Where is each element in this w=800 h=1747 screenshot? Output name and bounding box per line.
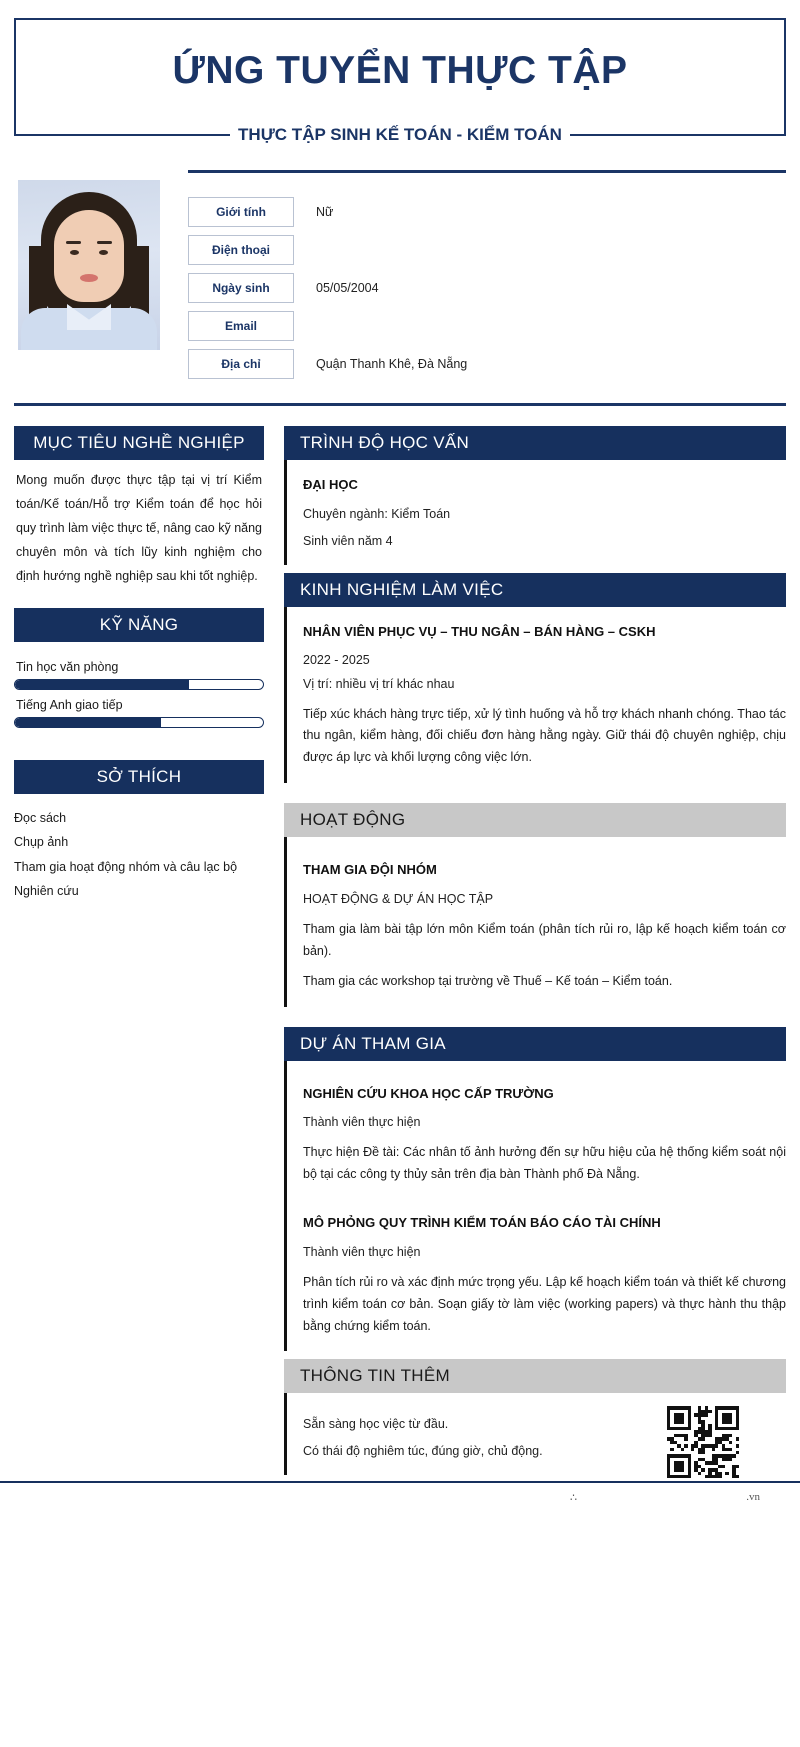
list-item: Chụp ảnh <box>14 835 69 850</box>
education-major: Chuyên ngành: Kiểm Toán <box>303 506 451 521</box>
skill-bar-track-1 <box>14 717 264 728</box>
spacer <box>284 1351 786 1359</box>
projects-entries <box>284 1061 786 1352</box>
education-entry <box>284 460 786 565</box>
portrait-face <box>54 210 124 302</box>
section-heading-skills: KỸ NĂNG <box>14 608 264 642</box>
contact-value-phone <box>294 235 786 265</box>
list-item <box>14 698 264 728</box>
project-item-0 <box>303 1083 786 1187</box>
header-frame <box>14 18 786 144</box>
left-column <box>14 426 264 904</box>
table-row <box>188 273 786 303</box>
skill-label-0: Tin học văn phòng <box>16 660 119 674</box>
spacer <box>284 1007 786 1027</box>
spacer <box>284 783 786 803</box>
list-item: Đọc sách <box>14 811 67 825</box>
activities-title: THAM GIA ĐỘI NHÓM <box>303 862 437 878</box>
contact-value-email <box>294 311 786 341</box>
education-title: ĐẠI HỌC <box>303 477 358 492</box>
experience-description: Tiếp xúc khách hàng trực tiếp, xử lý tình huống và hỗ trợ khách nhanh chóng. Thao tác thu ngân, kiểm hàng, đối chiếu đơn hàng hằng ngày. Giữ thái độ chuyên nghiệp, chịu được áp lực và khối lượng công việc lớn. <box>303 706 786 765</box>
contact-top-rule <box>188 170 786 173</box>
spacer <box>303 1186 786 1212</box>
body-columns <box>0 406 800 1475</box>
activities-subtitle: HOẠT ĐỘNG & DỰ ÁN HỌC TẬP <box>303 891 494 906</box>
contact-section <box>0 170 800 387</box>
section-heading-experience: KINH NGHIỆM LÀM VIỆC <box>284 573 786 607</box>
contact-label-dob: Ngày sinh <box>188 273 294 303</box>
footer-right-mark: .vn <box>746 1491 760 1504</box>
experience-title: NHÂN VIÊN PHỤC VỤ – THU NGÂN – BÁN HÀNG – CSKH <box>303 623 656 639</box>
header-subtitle: THỰC TẬP SINH KẾ TOÁN - KIỂM TOÁN <box>230 125 570 145</box>
spacer <box>303 1075 786 1083</box>
avatar <box>18 180 160 350</box>
skill-label-1: Tiếng Anh giao tiếp <box>16 698 123 712</box>
contact-label-cell <box>188 273 294 303</box>
skill-bar-track-0 <box>14 679 264 690</box>
activities-line-1: Tham gia làm bài tập lớn môn Kiểm toán (phân tích rủi ro, lập kế hoạch kiểm toán cơ bản). <box>303 921 786 958</box>
experience-position: Vị trí: nhiều vị trí khác nhau <box>303 676 455 691</box>
list-item: Tham gia hoạt động nhóm và câu lạc bộ <box>14 859 238 874</box>
contact-label-phone: Điện thoại <box>188 235 294 265</box>
section-heading-objective: MỤC TIÊU NGHỀ NGHIỆP <box>14 426 264 460</box>
education-year: Sinh viên năm 4 <box>303 533 393 548</box>
skills-list <box>14 642 264 728</box>
contact-label-cell <box>188 311 294 341</box>
contact-label-gender: Giới tính <box>188 197 294 227</box>
portrait-eye-left <box>70 250 79 255</box>
skill-bar-fill-1 <box>15 718 161 727</box>
footer-text-row <box>0 1483 800 1514</box>
project-description-1: Phân tích rủi ro và xác định mức trọng yếu. Lập kế hoạch kiểm toán và thiết kế chương trình kiểm toán cơ bản. Soạn giấy tờ làm việc (working papers) và thực hành thu thập bằng chứng kiểm toán. <box>303 1274 786 1333</box>
list-item: Nghiên cứu <box>14 884 79 899</box>
project-role-1: Thành viên thực hiện <box>303 1244 421 1259</box>
contact-value-address: Quận Thanh Khê, Đà Nẵng <box>316 357 468 371</box>
subtitle-rule-left <box>60 134 220 136</box>
table-row <box>188 197 786 227</box>
project-role-0: Thành viên thực hiện <box>303 1115 421 1130</box>
hobbies-list <box>14 794 264 904</box>
subtitle-rule-right <box>580 134 740 136</box>
activities-entry <box>284 837 786 1006</box>
right-column <box>284 426 786 1475</box>
portrait-brow-right <box>97 241 112 244</box>
page-title: ỨNG TUYỂN THỰC TẬP <box>172 49 628 92</box>
contact-label-cell <box>188 197 294 227</box>
project-title-1: MÔ PHỎNG QUY TRÌNH KIỂM TOÁN BÁO CÁO TÀI CHÍNH <box>303 1215 661 1230</box>
spacer <box>14 734 264 760</box>
table-row <box>188 349 786 379</box>
section-heading-education: TRÌNH ĐỘ HỌC VẤN <box>284 426 786 460</box>
photo-column <box>14 170 174 387</box>
section-heading-additional: THÔNG TIN THÊM <box>284 1359 786 1393</box>
contact-label-cell <box>188 235 294 265</box>
additional-line-2: Có thái độ nghiêm túc, đúng giờ, chủ động. <box>303 1444 543 1459</box>
footer-left-mark: ∴ <box>570 1492 577 1505</box>
experience-period: 2022 - 2025 <box>303 652 370 667</box>
experience-entry <box>284 607 786 783</box>
spacer <box>14 588 264 608</box>
contact-label-address: Địa chỉ <box>188 349 294 379</box>
additional-line-1: Sẵn sàng học việc từ đầu. <box>303 1417 449 1432</box>
portrait-eye-right <box>99 250 108 255</box>
skill-bar-fill-0 <box>15 680 189 689</box>
section-heading-hobbies: SỞ THÍCH <box>14 760 264 794</box>
contact-label-cell <box>188 349 294 379</box>
table-row <box>188 311 786 341</box>
header-subtitle-row <box>16 125 784 145</box>
section-heading-activities: HOẠT ĐỘNG <box>284 803 786 837</box>
project-item-1 <box>303 1212 786 1337</box>
objective-text: Mong muốn được thực tập tại vị trí Kiểm toán/Kế toán/Hỗ trợ Kiểm toán để học hỏi quy trình làm việc thực tế, nâng cao kỹ năng chuyên môn và tích lũy kinh nghiệm cho định hướng nghề nghiệp sau khi tốt nghiệp. <box>16 473 263 583</box>
cv-page <box>0 18 800 1747</box>
project-title-0: NGHIÊN CỨU KHOA HỌC CẤP TRƯỜNG <box>303 1085 554 1101</box>
contact-table <box>188 189 786 387</box>
portrait-brow-left <box>66 241 81 244</box>
spacer <box>303 851 786 859</box>
qr-code <box>664 1403 742 1481</box>
qr-code-grid <box>667 1406 739 1478</box>
contact-label-email: Email <box>188 311 294 341</box>
table-row <box>188 235 786 265</box>
spacer <box>284 565 786 573</box>
contact-value-gender: Nữ <box>316 205 334 219</box>
project-description-0: Thực hiện Đề tài: Các nhân tố ảnh hưởng đến sự hữu hiệu của hệ thống kiểm soát nội bộ tại các công ty thủy sản trên địa bàn Thành phố Đà Nẵng. <box>303 1145 786 1182</box>
activities-line-2: Tham gia các workshop tại trường về Thuế – Kế toán – Kiểm toán. <box>303 973 673 988</box>
list-item <box>14 660 264 690</box>
section-heading-projects: DỰ ÁN THAM GIA <box>284 1027 786 1061</box>
info-column <box>174 170 786 387</box>
footer <box>0 1481 800 1514</box>
contact-value-dob: 05/05/2004 <box>316 281 379 295</box>
portrait-mouth <box>80 274 98 282</box>
